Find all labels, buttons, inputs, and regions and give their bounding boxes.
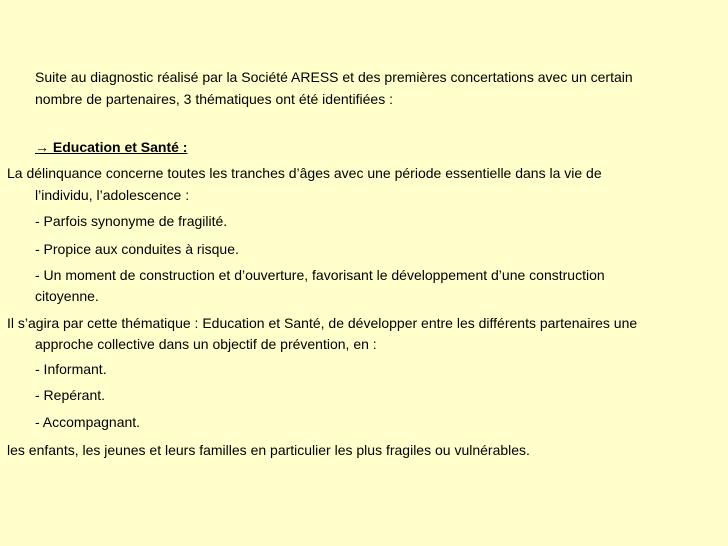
bullet-construction-cont: citoyenne. [35, 288, 99, 304]
bullet-construction: - Un moment de construction et d’ouverture, favorisant le développement d’une construction [35, 267, 605, 283]
intro-line-2: nombre de partenaires, 3 thématiques ont été identifiées : [35, 91, 393, 107]
bullet-informant: - Informant. [35, 361, 107, 377]
intro-line-1: Suite au diagnostic réalisé par la Société ARESS et des premières concertations avec un certain [35, 69, 633, 85]
bullet-accompagnant: - Accompagnant. [35, 414, 141, 430]
section-heading: → Education et Santé : [35, 139, 188, 155]
para1-line-2: l’individu, l’adolescence : [35, 187, 190, 203]
bullet-reperant: - Repérant. [35, 387, 106, 403]
para2-line-1: Il s’agira par cette thématique : Education et Santé, de développer entre les différents partenaires une [7, 315, 638, 331]
bullet-conduites: - Propice aux conduites à risque. [35, 241, 239, 257]
closing-line: les enfants, les jeunes et leurs familles en particulier les plus fragiles ou vulnérables. [7, 442, 530, 458]
para2-line-2: approche collective dans un objectif de prévention, en : [35, 336, 377, 352]
para1-line-1: La délinquance concerne toutes les tranches d’âges avec une période essentielle dans la vie de [7, 165, 602, 181]
bullet-fragilite: - Parfois synonyme de fragilité. [35, 213, 228, 229]
